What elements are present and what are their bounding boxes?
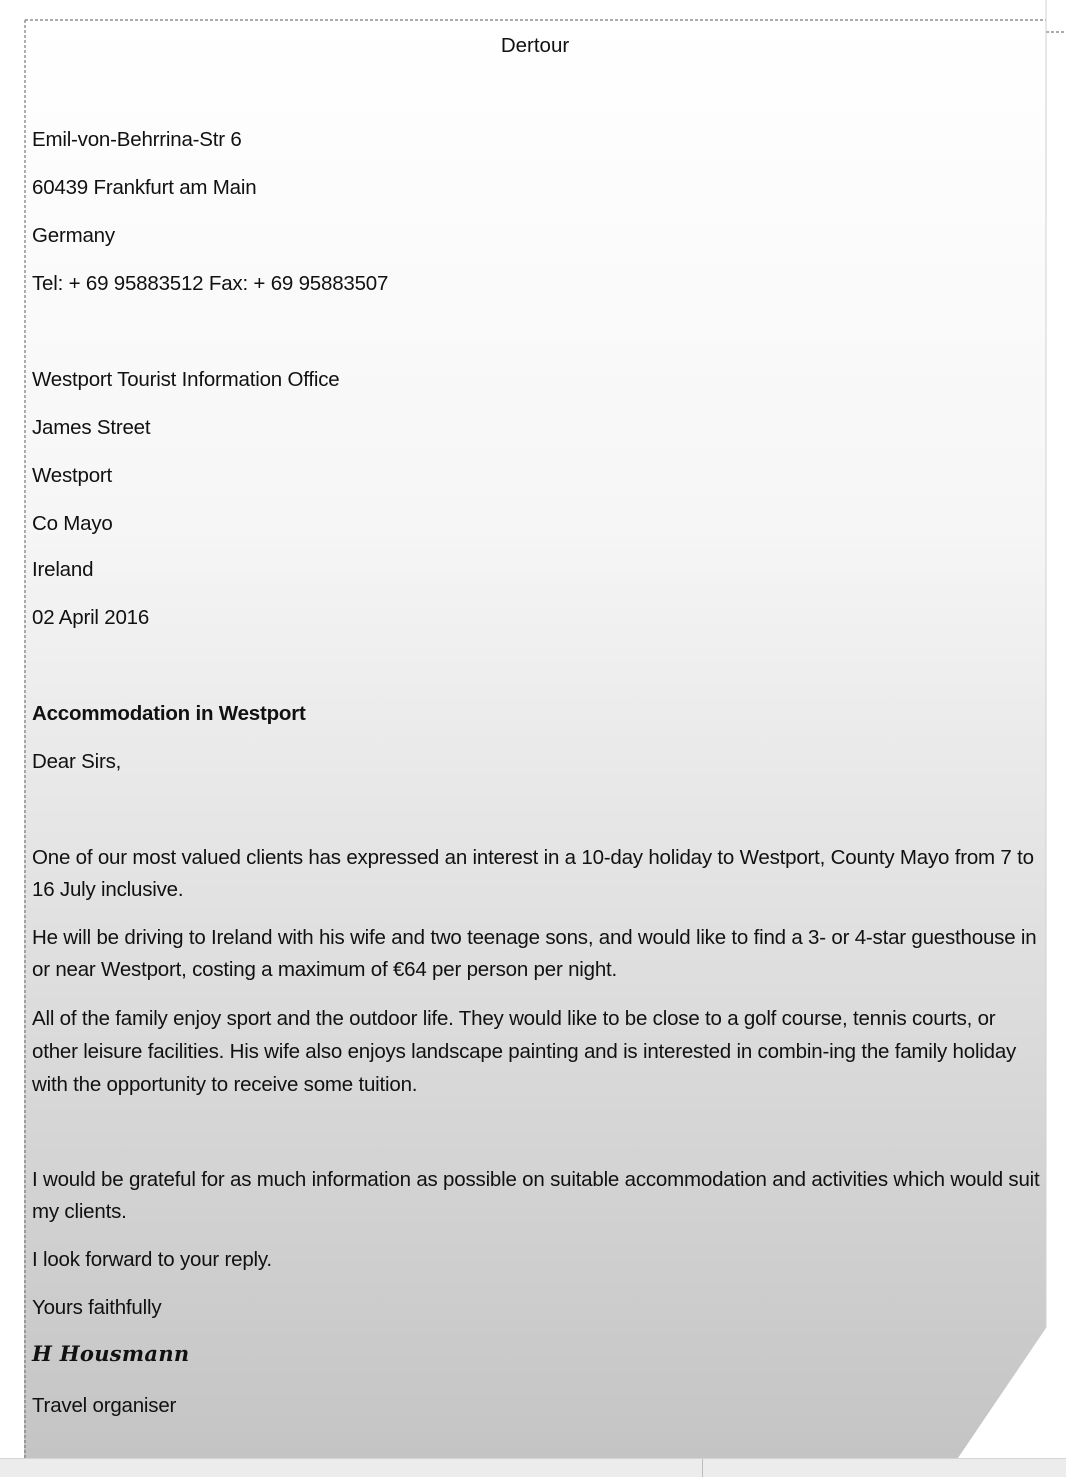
recipient-county: Co Mayo [32, 512, 113, 535]
company-header: Dertour [500, 34, 570, 57]
signatory-title: Travel organiser [32, 1394, 177, 1417]
signature: H Housmann [32, 1341, 190, 1366]
recipient-name: Westport Tourist Information Office [32, 368, 340, 391]
sender-city: 60439 Frankfurt am Main [32, 176, 257, 199]
letter-document [24, 18, 1046, 1458]
letter-subject: Accommodation in Westport [32, 702, 306, 725]
sender-contact: Tel: + 69 95883512 Fax: + 69 95883507 [32, 272, 389, 295]
body-paragraph-5: I look forward to your reply. [32, 1248, 272, 1271]
body-paragraph-2: He will be driving to Ireland with his wife and two teenage sons, and would like to find a 3- or 4-star guesthouse in or near Westport, costing a maximum of €64 per person per night. [32, 926, 1037, 981]
letter-date: 02 April 2016 [32, 606, 150, 629]
recipient-town: Westport [32, 464, 113, 487]
body-paragraph-3: All of the family enjoy sport and the outdoor life. They would like to be close to a golf course, tennis courts, or other leisure facilities. His wife also enjoys landscape painting and is interested in combin-ing the family holiday with the opportunity to receive some tuition. [32, 1007, 1017, 1096]
salutation: Dear Sirs, [32, 750, 122, 773]
closing: Yours faithfully [32, 1296, 162, 1319]
body-paragraph-4: I would be grateful for as much information as possible on suitable accommodation and activities which would suit my clients. [32, 1168, 1040, 1223]
recipient-street: James Street [32, 416, 151, 439]
body-paragraph-1: One of our most valued clients has expressed an interest in a 10-day holiday to Westport, County Mayo from 7 to 16 July inclusive. [32, 846, 1034, 901]
sender-street: Emil-von-Behrrina-Str 6 [32, 128, 242, 151]
sender-country: Germany [32, 224, 115, 247]
scrollbar-divider [702, 1459, 703, 1477]
recipient-country: Ireland [32, 558, 94, 581]
bottom-scrollbar-strip [0, 1458, 1066, 1477]
